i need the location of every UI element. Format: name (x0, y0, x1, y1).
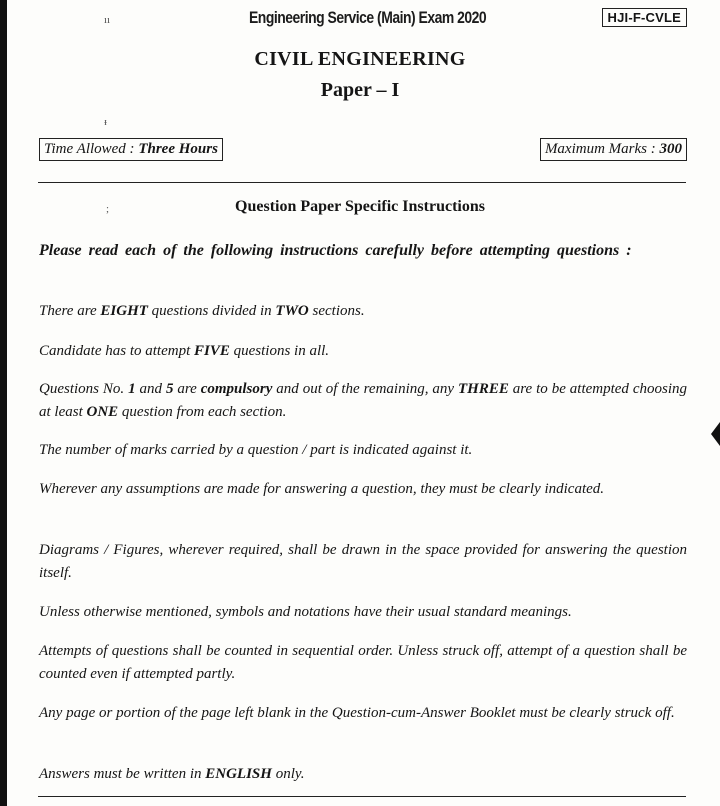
scan-speck: ıı (104, 14, 111, 26)
text-run: Answers must be written in (39, 766, 206, 782)
paper-number: Paper – I (320, 79, 400, 101)
scan-edge-mark (711, 422, 720, 446)
instruction-item (39, 300, 687, 323)
text-run: only. (271, 766, 305, 782)
paper-code-box: HJI-F-CVLE (602, 8, 688, 27)
instruction-item (39, 340, 687, 363)
instruction-item: Wherever any assumptions are made for answering a question, they must be clearly indicated. (39, 481, 605, 497)
time-allowed-box (39, 138, 223, 161)
instruction-item: Diagrams / Figures, wherever required, shall be drawn in the space provided for answering the question itself. (39, 542, 687, 581)
scan-speck: ; (106, 203, 110, 215)
instruction-item (39, 763, 687, 786)
instruction-item (39, 378, 687, 424)
text-run: There are (39, 303, 101, 319)
exam-title: Engineering Service (Main) Exam 2020 (248, 8, 487, 27)
text-run: FIVE (194, 343, 230, 359)
instructions-heading: Question Paper Specific Instructions (235, 198, 485, 215)
text-run: sections. (308, 303, 365, 319)
text-run: questions in all. (229, 343, 330, 359)
text-run: EIGHT (100, 303, 148, 319)
text-run: and (135, 381, 166, 397)
instruction-item: Attempts of questions shall be counted in sequential order. Unless struck off, attempt of a question shall be counted even if attempted partly. (39, 643, 687, 682)
subject-title: CIVIL ENGINEERING (254, 48, 466, 70)
maximum-marks-value: 300 (659, 141, 682, 157)
text-run: and out of the remaining, any (272, 381, 458, 397)
maximum-marks-label: Maximum Marks : (544, 141, 660, 157)
text-run: 1 (128, 381, 136, 397)
text-run: 5 (165, 381, 174, 397)
instruction-item: The number of marks carried by a question / part is indicated against it. (39, 442, 473, 458)
text-run: ENGLISH (205, 766, 272, 782)
scan-speck: ᵻ (104, 116, 108, 128)
text-run: question from each section. (118, 404, 287, 420)
text-run: questions divided in (147, 303, 276, 319)
maximum-marks-box (540, 138, 687, 161)
instruction-item: Unless otherwise mentioned, symbols and notations have their usual standard meanings. (39, 604, 572, 620)
time-allowed-value: Three Hours (138, 141, 218, 157)
time-allowed-label: Time Allowed : (44, 141, 139, 157)
text-run: are to be attempted choosing at least (39, 381, 687, 420)
instruction-item: Any page or portion of the page left blank in the Question-cum-Answer Booklet must be clearly struck off. (39, 705, 675, 721)
scan-left-edge (0, 0, 7, 806)
text-run: Candidate has to attempt (39, 343, 194, 359)
text-run: TWO (275, 303, 309, 319)
instruction-lead: Please read each of the following instructions carefully before attempting questions : (39, 242, 632, 259)
text-run: THREE (457, 381, 509, 397)
text-run: Questions No. (39, 381, 129, 397)
divider (38, 796, 686, 797)
divider (38, 182, 686, 183)
text-run: ONE (86, 404, 119, 420)
text-run: compulsory (200, 381, 273, 397)
text-run: are (173, 381, 201, 397)
